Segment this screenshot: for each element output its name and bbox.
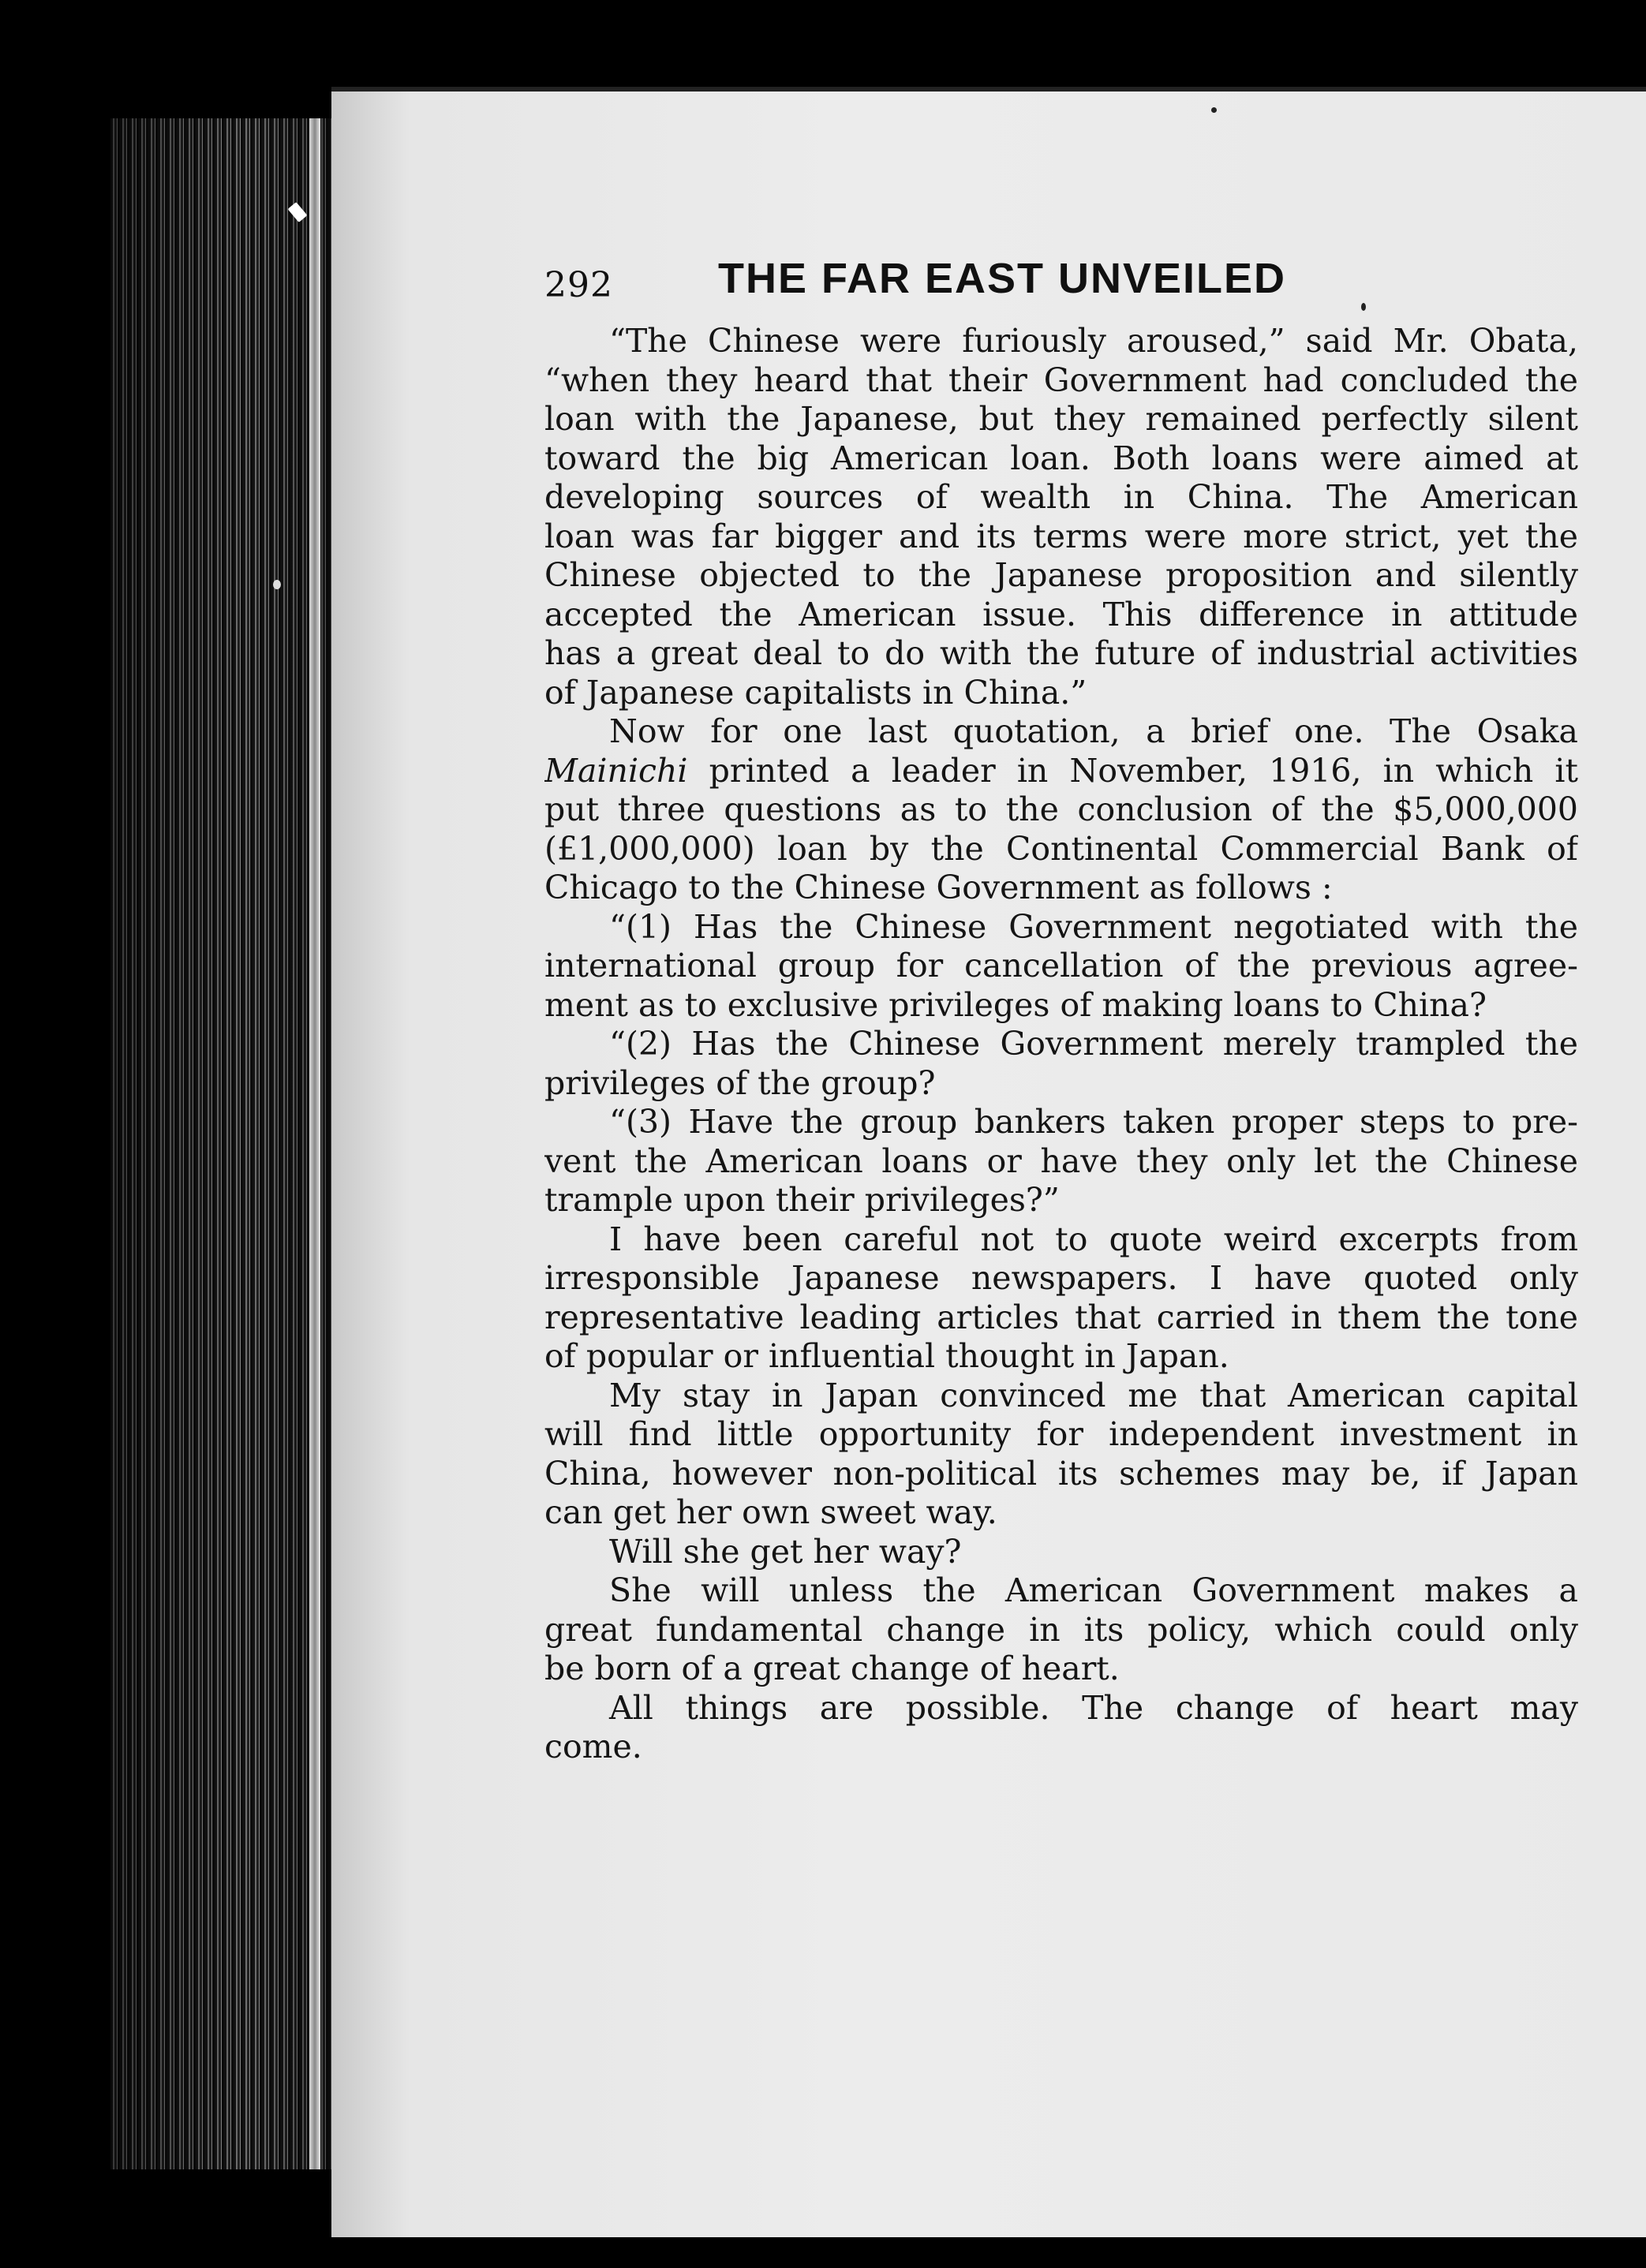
line-text: Will she get her way? [609, 1532, 962, 1571]
text-line [544, 1298, 1578, 1338]
text-line [544, 1064, 1578, 1104]
italic-text: Mainichi [544, 751, 688, 790]
line-text: Chinese objected to the Japanese proposition and silently [544, 556, 1578, 594]
line-text: toward the big American loan. Both loans were aimed at [544, 439, 1578, 477]
text-line [544, 986, 1578, 1026]
text-line [544, 1220, 1578, 1260]
line-text: of popular or influential thought in Japan. [544, 1337, 1229, 1375]
ink-speck [1211, 107, 1217, 113]
line-text: loan with the Japanese, but they remained perfectly silent [544, 400, 1578, 438]
text-line [544, 1650, 1578, 1689]
text-line [544, 1728, 1578, 1767]
line-text: will find little opportunity for independent investment in [544, 1415, 1578, 1453]
line-text: developing sources of wealth in China. The American [544, 478, 1578, 516]
edge-mark [273, 580, 281, 589]
text-line [544, 1259, 1578, 1298]
line-text: Now for one last quotation, a brief one. The Osaka [609, 712, 1578, 750]
line-text: representative leading articles that carried in them the tone [544, 1298, 1578, 1336]
line-text: “The Chinese were furiously aroused,” said Mr. Obata, [609, 322, 1578, 360]
line-text: put three questions as to the conclusion of the $5,000,000 [544, 790, 1578, 828]
text-line [544, 790, 1578, 830]
text-line [544, 1103, 1578, 1142]
line-text: international group for cancellation of the previous agree- [544, 947, 1578, 985]
line-text: All things are possible. The change of heart may [609, 1688, 1578, 1727]
text-line [544, 1493, 1578, 1533]
text-line [544, 634, 1578, 674]
line-text: I have been careful not to quote weird excerpts from [609, 1220, 1578, 1258]
text-line [544, 1337, 1578, 1377]
page-number: 292 [544, 265, 613, 305]
line-text: “when they heard that their Government had concluded the [544, 361, 1578, 399]
line-text: be born of a great change of heart. [544, 1650, 1120, 1687]
text-line [544, 1455, 1578, 1494]
line-text: ment as to exclusive privileges of making loans to China? [544, 985, 1487, 1024]
text-line [544, 478, 1578, 517]
text-line [544, 1025, 1578, 1064]
text-line [544, 400, 1578, 439]
text-line [544, 752, 1578, 791]
text-line [544, 1689, 1578, 1728]
line-text: trample upon their privileges?” [544, 1181, 1060, 1219]
text-line [544, 517, 1578, 557]
text-line [544, 556, 1578, 596]
page-header [544, 254, 1570, 309]
binding-edge [309, 118, 320, 2169]
line-text: “(2) Has the Chinese Government merely trampled the [609, 1025, 1578, 1063]
running-title: THE FAR EAST UNVEILED [718, 255, 1287, 302]
line-text: privileges of the group? [544, 1063, 936, 1102]
line-text: “(1) Has the Chinese Government negotiated with the [609, 907, 1578, 946]
line-text: great fundamental change in its policy, which could only [544, 1610, 1578, 1649]
text-line [544, 674, 1578, 713]
line-text: Chicago to the Chinese Government as follows : [544, 869, 1333, 906]
line-text: irresponsible Japanese newspapers. I have quoted only [544, 1259, 1578, 1297]
line-text: (£1,000,000) loan by the Continental Commercial Bank of [544, 829, 1578, 868]
line-text: vent the American loans or have they only let the Chinese [544, 1141, 1578, 1180]
text-line [544, 361, 1578, 401]
text-line [544, 712, 1578, 752]
line-text: has a great deal to do with the future of industrial activities [544, 634, 1578, 672]
line-text: loan was far bigger and its terms were more strict, yet the [544, 517, 1578, 555]
text-line [544, 908, 1578, 947]
text-line [544, 1415, 1578, 1455]
line-text: “(3) Have the group bankers taken proper steps to pre- [609, 1103, 1578, 1141]
body-text [544, 322, 1578, 1767]
line-text: My stay in Japan convinced me that American capital [609, 1376, 1578, 1414]
text-line [544, 596, 1578, 635]
line-text: come. [544, 1728, 642, 1765]
text-line [544, 1181, 1578, 1220]
text-line [544, 439, 1578, 479]
text-line [544, 869, 1578, 908]
page-edges [110, 118, 339, 2169]
text-line [544, 322, 1578, 361]
line-text: of Japanese capitalists in China.” [544, 673, 1087, 712]
text-line [544, 1571, 1578, 1611]
text-line [544, 1533, 1578, 1572]
line-text: She will unless the American Government makes a [609, 1571, 1578, 1609]
text-line [544, 830, 1578, 869]
text-line [544, 1611, 1578, 1650]
line-text: accepted the American issue. This difference in attitude [544, 595, 1578, 633]
line-text: China, however non-political its schemes may be, if Japan [544, 1454, 1578, 1493]
text-line [544, 1142, 1578, 1182]
line-text: can get her own sweet way. [544, 1493, 997, 1531]
line-text: printed a leader in November, 1916, in which it [687, 751, 1578, 790]
text-line [544, 1377, 1578, 1416]
text-line [544, 947, 1578, 986]
